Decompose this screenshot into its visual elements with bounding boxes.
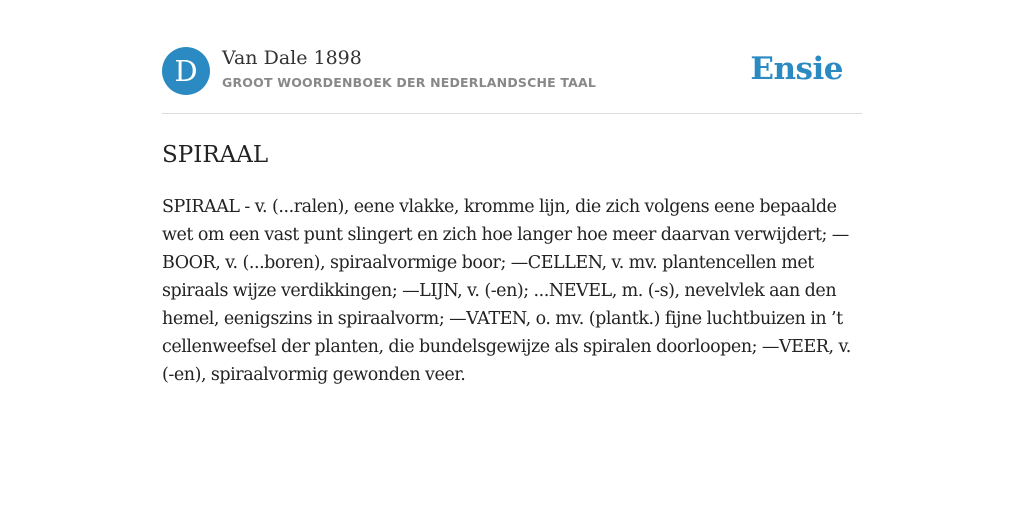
source-title[interactable]: Van Dale 1898 xyxy=(222,47,362,69)
entry-headword: SPIRAAL xyxy=(162,142,269,168)
source-subtitle: GROOT WOORDENBOEK DER NEDERLANDSCHE TAAL xyxy=(222,75,597,90)
source-header xyxy=(162,0,862,114)
source-logo: D xyxy=(162,47,210,95)
dictionary-card xyxy=(162,0,862,389)
brand-logo[interactable]: Ensie xyxy=(750,51,843,87)
entry-definition: SPIRAAL - v. (...ralen), eene vlakke, kromme lijn, die zich volgens eene bepaalde wet om een vast punt slingert en zich hoe langer hoe meer daarvan verwijdert; —BOOR, v. (...boren), spiraalvormige boor; —CELLEN, v. mv. plantencellen met spiraals wijze verdikkingen; —LIJN, v. (-en); ...NEVEL, m. (-s), nevelvlek aan den hemel, eenigszins in spiraalvorm; —VATEN, o. mv. (plantk.) fijne luchtbuizen in ’t cellenweefsel der planten, die bundelsgewijze als spiralen doorloopen; —VEER, v. (-en), spiraalvormig gewonden veer. xyxy=(162,197,851,385)
